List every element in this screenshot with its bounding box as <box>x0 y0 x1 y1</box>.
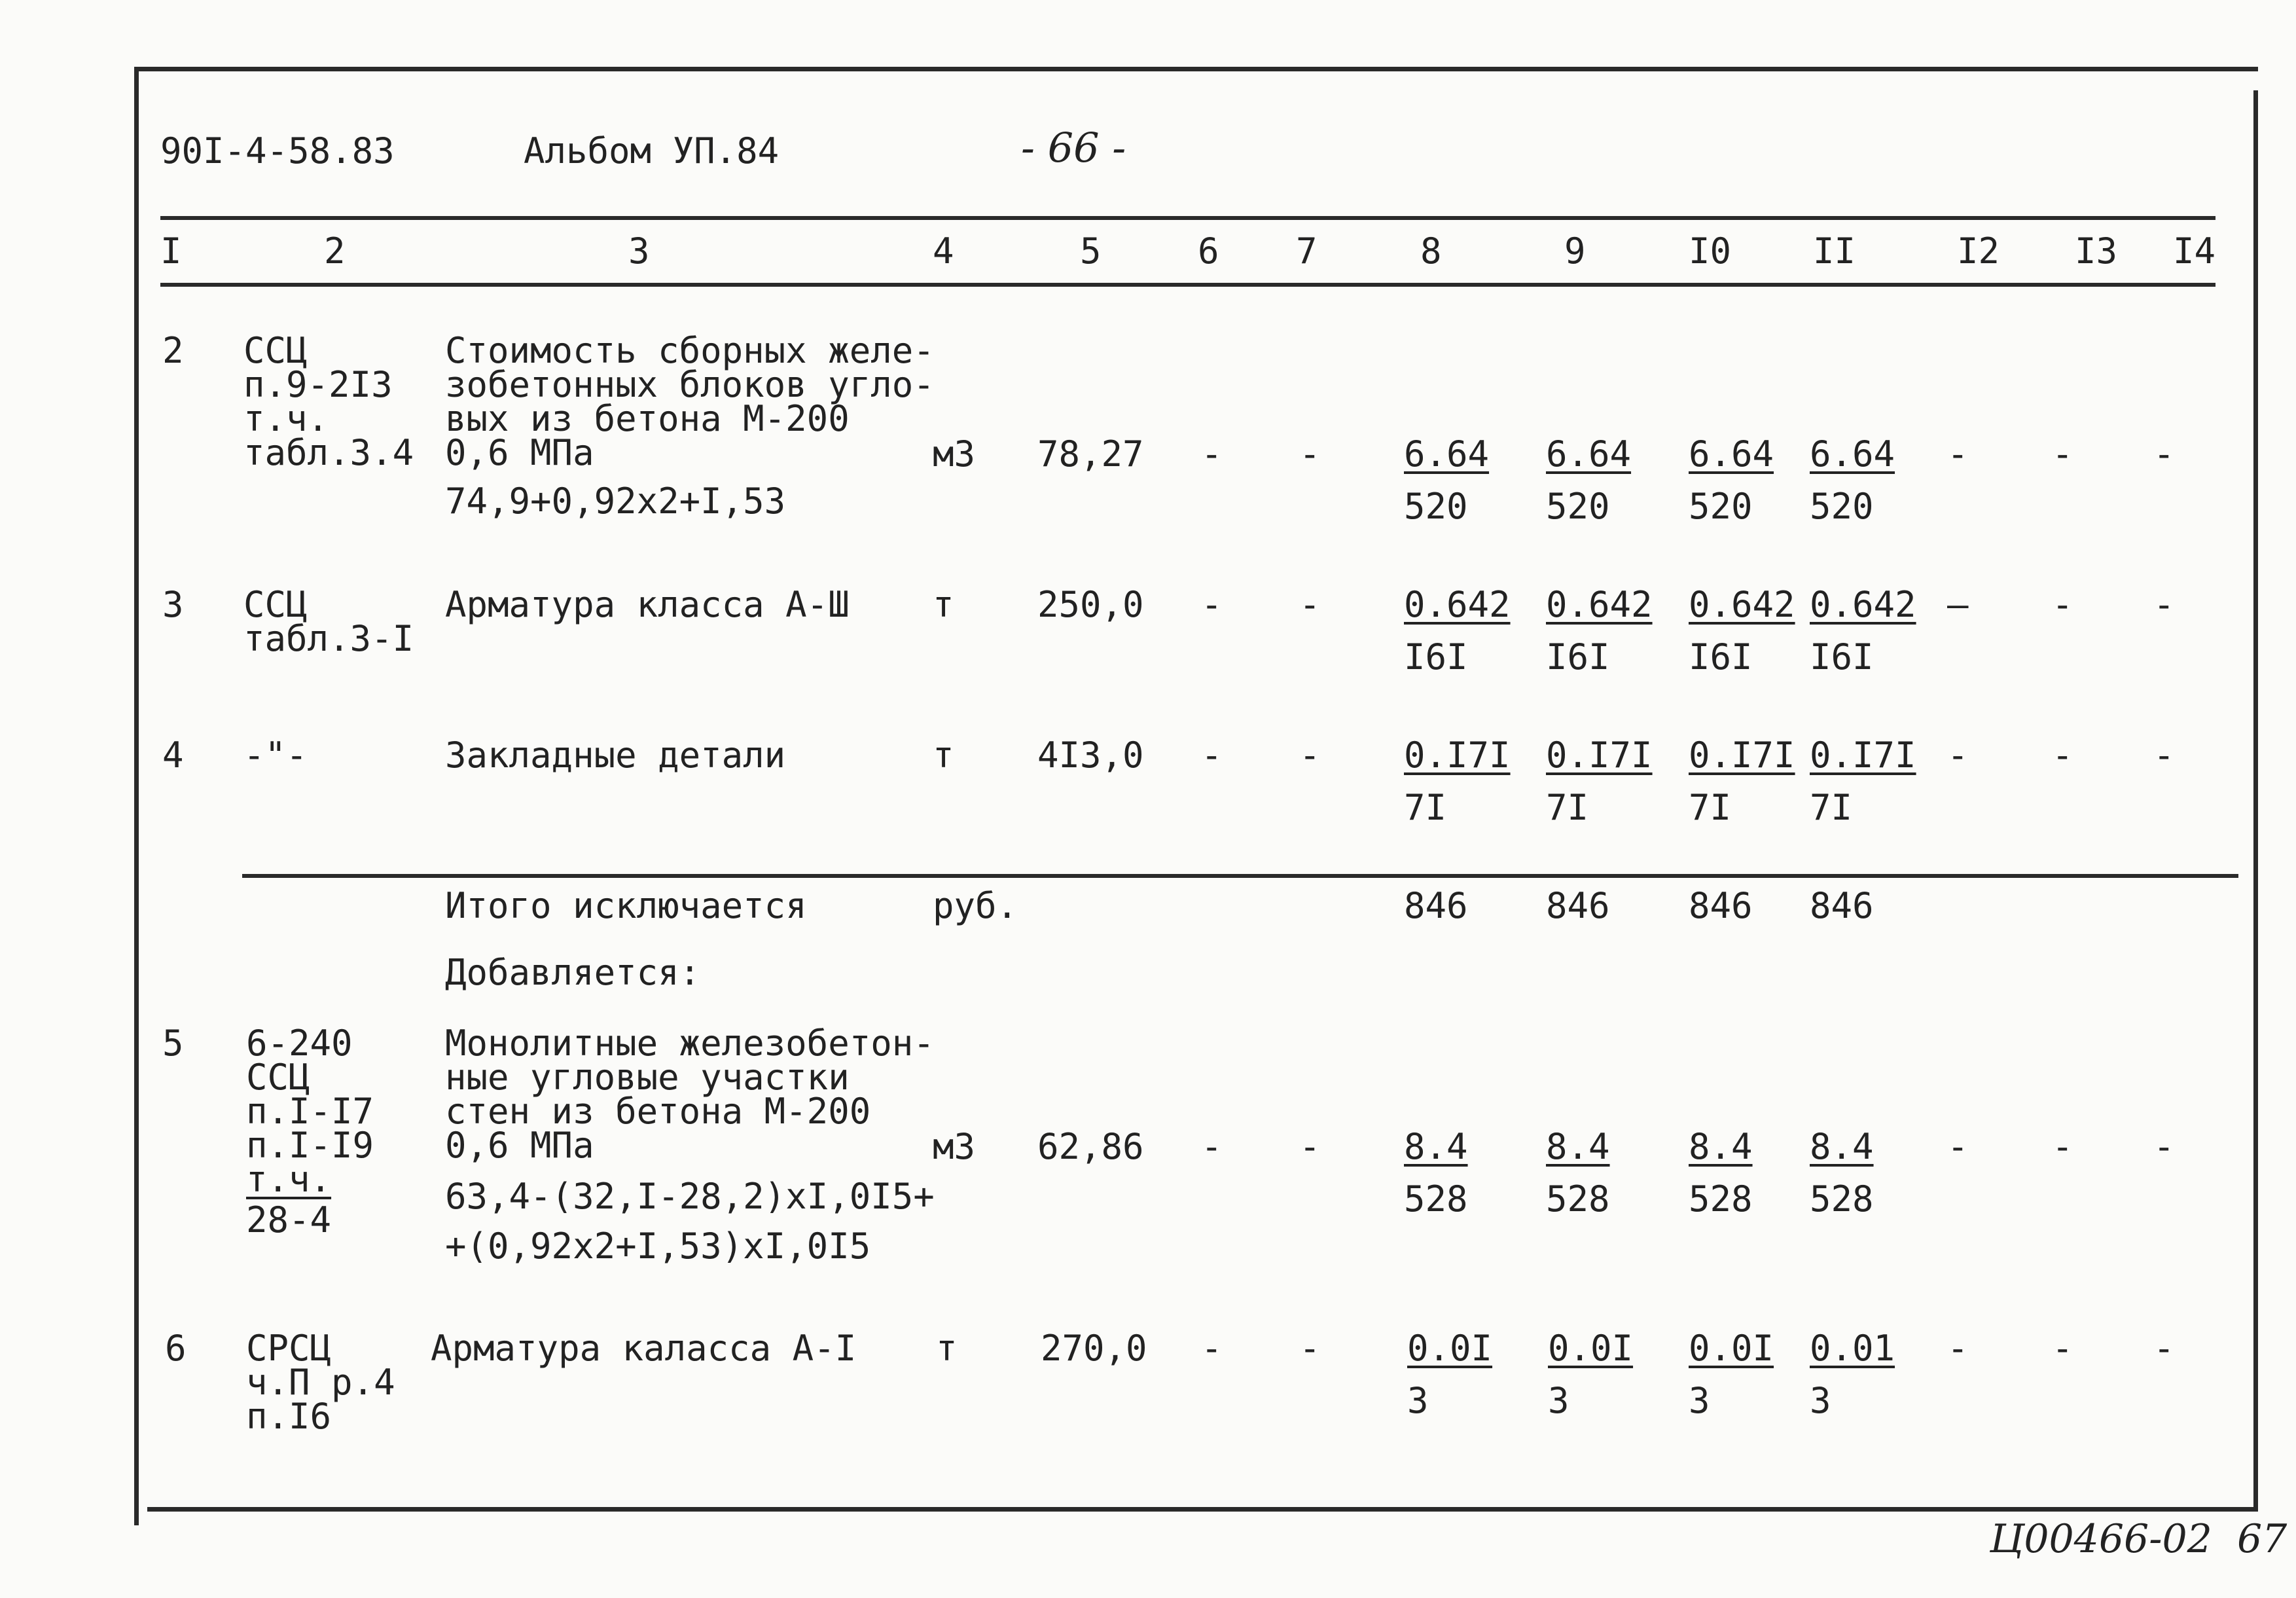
col-header: 6 <box>1198 230 1219 272</box>
col-header: 2 <box>324 230 346 272</box>
row-col7: - <box>1299 433 1321 475</box>
value-cost: I6I <box>1689 636 1753 678</box>
col-header: 3 <box>628 230 650 272</box>
added-label: Добавляется: <box>445 952 701 993</box>
col-header: 4 <box>933 230 954 272</box>
value-quantity: 0.642 <box>1404 584 1511 625</box>
row-number: 5 <box>162 1023 184 1064</box>
value-quantity: 6.64 <box>1810 433 1895 475</box>
row-reference-tail: 28-4 <box>246 1199 332 1241</box>
row-unit: м3 <box>933 1126 976 1167</box>
row-col13: - <box>2052 1126 2073 1167</box>
col-header: 7 <box>1296 230 1318 272</box>
row-unit: т <box>936 1328 958 1369</box>
row-description: Арматура класса А-Ш <box>445 584 850 625</box>
row-col12: - <box>1947 1328 1969 1369</box>
row-price: 78,27 <box>1037 433 1144 475</box>
row-col13: - <box>2052 1328 2073 1369</box>
total-value: 846 <box>1404 885 1468 926</box>
row-col14: - <box>2153 584 2175 625</box>
row-reference: ССЦ табл.3-I <box>243 584 414 659</box>
album-label: Альбом УП.84 <box>524 130 780 172</box>
header-rule-bottom <box>160 283 2215 287</box>
row-col14: - <box>2153 1126 2175 1167</box>
row-col6: - <box>1201 433 1223 475</box>
value-cost: 528 <box>1546 1178 1610 1220</box>
value-cost: 7I <box>1810 787 1853 828</box>
row-col13: - <box>2052 433 2073 475</box>
col-header: I4 <box>2173 230 2216 272</box>
row-col6: - <box>1201 1328 1223 1369</box>
row-col7: - <box>1299 1328 1321 1369</box>
row-reference: ССЦ п.9-2I3 т.ч. табл.3.4 <box>243 330 414 473</box>
row-col7: - <box>1299 735 1321 776</box>
value-quantity: 0.I7I <box>1689 735 1795 776</box>
value-quantity: 8.4 <box>1546 1126 1610 1167</box>
value-quantity: 8.4 <box>1689 1126 1753 1167</box>
col-header: II <box>1813 230 1856 272</box>
row-reference: СРСЦ ч.П р.4 п.I6 <box>246 1328 395 1437</box>
row-col13: - <box>2052 735 2073 776</box>
row-price: 62,86 <box>1037 1126 1144 1167</box>
value-cost: 3 <box>1407 1380 1429 1421</box>
value-cost: 528 <box>1810 1178 1874 1220</box>
value-cost: 7I <box>1689 787 1732 828</box>
frame-right-border <box>2253 90 2258 1511</box>
value-quantity: 0.0I <box>1689 1328 1774 1369</box>
row-number: 2 <box>162 330 184 371</box>
value-quantity: 0.I7I <box>1810 735 1916 776</box>
row-unit: т <box>933 735 954 776</box>
value-quantity: 0.I7I <box>1404 735 1511 776</box>
row-col6: - <box>1201 584 1223 625</box>
value-quantity: 6.64 <box>1546 433 1632 475</box>
row-col12: - <box>1947 735 1969 776</box>
value-cost: 3 <box>1548 1380 1570 1421</box>
row-col14: - <box>2153 433 2175 475</box>
value-quantity: 8.4 <box>1810 1126 1874 1167</box>
value-quantity: 6.64 <box>1689 433 1774 475</box>
total-separator-rule <box>242 874 2238 878</box>
row-col12: - <box>1947 1126 1969 1167</box>
row-reference-underlined: т.ч. <box>246 1159 332 1200</box>
value-quantity: 6.64 <box>1404 433 1490 475</box>
archive-stamp: Ц00466-02 67 <box>1990 1516 2287 1562</box>
value-cost: 528 <box>1404 1178 1468 1220</box>
row-price: 250,0 <box>1037 584 1144 625</box>
row-formula: 63,4-(32,I-28,2)xI,0I5+ +(0,92x2+I,53)xI,0I5 <box>445 1176 935 1267</box>
row-col12: - <box>1947 433 1969 475</box>
row-col14: - <box>2153 1328 2175 1369</box>
row-description: Стоимость сборных желе- зобетонных блоков угло- вых из бетона М-200 0,6 МПа <box>445 330 935 473</box>
col-header: I0 <box>1689 230 1732 272</box>
page-number: - 66 - <box>1021 124 1126 172</box>
row-formula: 74,9+0,92x2+I,53 <box>445 481 786 522</box>
row-col13: - <box>2052 584 2073 625</box>
value-cost: 520 <box>1810 486 1874 527</box>
row-reference: 6-240 ССЦ п.I-I7 п.I-I9 <box>246 1023 374 1166</box>
value-cost: I6I <box>1404 636 1468 678</box>
col-header: I2 <box>1957 230 2000 272</box>
value-quantity: 0.01 <box>1810 1328 1895 1369</box>
row-col12: — <box>1947 584 1969 625</box>
total-value: 846 <box>1810 885 1874 926</box>
frame-left-border <box>134 67 139 1525</box>
value-cost: 520 <box>1404 486 1468 527</box>
row-price: 270,0 <box>1041 1328 1147 1369</box>
row-number: 3 <box>162 584 184 625</box>
frame-top-border <box>134 67 2258 71</box>
value-cost: 528 <box>1689 1178 1753 1220</box>
header-rule-top <box>160 216 2215 220</box>
value-cost: I6I <box>1546 636 1610 678</box>
value-cost: I6I <box>1810 636 1874 678</box>
value-cost: 7I <box>1404 787 1447 828</box>
total-label: Итого исключается <box>445 885 807 926</box>
col-header: 8 <box>1420 230 1442 272</box>
col-header: I3 <box>2075 230 2118 272</box>
doc-code: 90I-4-58.83 <box>160 130 395 172</box>
row-number: 4 <box>162 735 184 776</box>
value-quantity: 0.642 <box>1689 584 1795 625</box>
value-quantity: 8.4 <box>1404 1126 1468 1167</box>
row-unit: т <box>933 584 954 625</box>
total-value: 846 <box>1689 885 1753 926</box>
value-quantity: 0.642 <box>1546 584 1653 625</box>
row-col7: - <box>1299 584 1321 625</box>
value-cost: 3 <box>1810 1380 1831 1421</box>
value-cost: 520 <box>1689 486 1753 527</box>
total-value: 846 <box>1546 885 1610 926</box>
row-unit: м3 <box>933 433 976 475</box>
row-col6: - <box>1201 735 1223 776</box>
frame-bottom-border <box>147 1507 2258 1512</box>
col-header: I <box>160 230 182 272</box>
row-reference: -"- <box>243 735 308 776</box>
col-header: 9 <box>1564 230 1586 272</box>
value-cost: 3 <box>1689 1380 1710 1421</box>
col-header: 5 <box>1080 230 1102 272</box>
value-cost: 7I <box>1546 787 1589 828</box>
row-col14: - <box>2153 735 2175 776</box>
value-cost: 520 <box>1546 486 1610 527</box>
row-description: Закладные детали <box>445 735 786 776</box>
total-unit: руб. <box>933 885 1018 926</box>
value-quantity: 0.0I <box>1548 1328 1634 1369</box>
row-description: Монолитные железобетон- ные угловые участки стен из бетона М-200 0,6 МПа <box>445 1023 935 1166</box>
row-number: 6 <box>165 1328 187 1369</box>
value-quantity: 0.I7I <box>1546 735 1653 776</box>
row-col6: - <box>1201 1126 1223 1167</box>
row-price: 4I3,0 <box>1037 735 1144 776</box>
row-col7: - <box>1299 1126 1321 1167</box>
row-description: Арматура каласса А-I <box>431 1328 857 1369</box>
value-quantity: 0.0I <box>1407 1328 1493 1369</box>
value-quantity: 0.642 <box>1810 584 1916 625</box>
